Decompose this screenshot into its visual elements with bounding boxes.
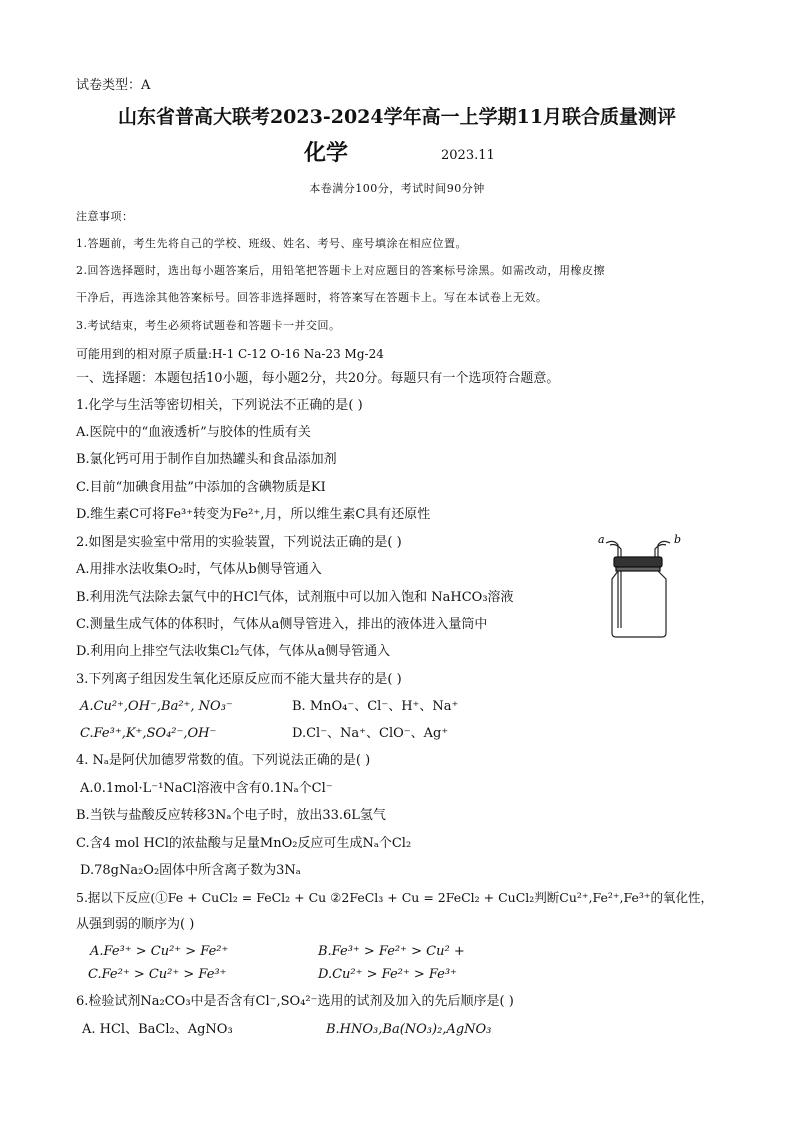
q3-stem: 3.下列离子组因发生氧化还原反应而不能大量共存的是( ) bbox=[76, 672, 402, 687]
atomic-masses: 可能用到的相对原子质量:H-1 C-12 O-16 Na-23 Mg-24 bbox=[76, 347, 384, 361]
exam-info: 本卷满分100分，考试时间90分钟 bbox=[309, 182, 485, 195]
label-b: b bbox=[674, 533, 682, 546]
q4-option-b: B.当铁与盐酸反应转移3Nₐ个电子时，放出33.6L氢气 bbox=[76, 808, 386, 823]
q5-option-a: A.Fe³⁺ > Cu²⁺ > Fe²⁺ bbox=[90, 944, 229, 959]
q5-stem-cont: 从强到弱的顺序为( ) bbox=[76, 917, 195, 932]
q4-option-d: D.78gNa₂O₂固体中所含离子数为3Nₐ bbox=[80, 863, 301, 878]
q1-stem: 1.化学与生活等密切相关，下列说法不正确的是( ) bbox=[76, 398, 363, 413]
q4-stem: 4. Nₐ是阿伏加德罗常数的值。下列说法正确的是( ) bbox=[76, 753, 371, 768]
q2-option-d: D.利用向上排空气法收集Cl₂气体，气体从a侧导管通入 bbox=[76, 644, 391, 659]
q5-option-c: C.Fe²⁺ > Cu²⁺ > Fe³⁺ bbox=[88, 967, 227, 982]
q1-option-d: D.维生素C可将Fe³⁺转变为Fe²⁺,月，所以维生素C具有还原性 bbox=[76, 507, 431, 522]
q1-option-b: B.氯化钙可用于制作自加热罐头和食品添加剂 bbox=[76, 452, 337, 467]
paper-type: 试卷类型：A bbox=[76, 78, 151, 93]
q6-option-b: B.HNO₃,Ba(NO₃)₂,AgNO₃ bbox=[326, 1022, 492, 1037]
note-3: 3.考试结束，考生必须将试题卷和答题卡一并交回。 bbox=[76, 319, 341, 332]
notes-heading: 注意事项： bbox=[76, 210, 134, 223]
subject-title: 化学 bbox=[304, 140, 349, 166]
q3-option-d: D.Cl⁻、Na⁺、ClO⁻、Ag⁺ bbox=[292, 726, 449, 741]
q6-option-a: A. HCl、BaCl₂、AgNO₃ bbox=[82, 1022, 233, 1037]
note-2-cont: 干净后，再选涂其他答案标号。回答非选择题时，将答案写在答题卡上。写在本试卷上无效。 bbox=[76, 291, 548, 304]
q2-option-b: B.利用洗气法除去氯气中的HCl气体，试剂瓶中可以加入饱和 NaHCO₃溶液 bbox=[76, 590, 514, 605]
q4-option-c: C.含4 mol HCl的浓盐酸与足量MnO₂反应可生成Nₐ个Cl₂ bbox=[76, 836, 412, 851]
note-1: 1.答题前，考生先将自己的学校、班级、姓名、考号、座号填涂在相应位置。 bbox=[76, 237, 467, 250]
q4-option-a: A.0.1mol·L⁻¹NaCl溶液中含有0.1Nₐ个Cl⁻ bbox=[80, 781, 333, 796]
q2-option-a: A.用排水法收集O₂时，气体从b侧导管通入 bbox=[76, 562, 322, 577]
label-a: a bbox=[598, 533, 605, 546]
q3-option-a: A.Cu²⁺,OH⁻,Ba²⁺, NO₃⁻ bbox=[80, 699, 233, 714]
q5-option-d: D.Cu²⁺ > Fe²⁺ > Fe³⁺ bbox=[318, 967, 457, 982]
note-2: 2.回答选择题时，选出每小题答案后，用铅笔把答题卡上对应题目的答案标号涂黑。如需改动，用橡皮擦 bbox=[76, 264, 605, 277]
q5-option-b: B.Fe³⁺ > Fe²⁺ > Cu² + bbox=[318, 944, 465, 959]
q1-option-c: C.目前“加碘食用盐”中添加的含碘物质是KI bbox=[76, 480, 326, 495]
q5-stem: 5.据以下反应(①Fe + CuCl₂ = FeCl₂ + Cu ②2FeCl₃ + Cu = 2FeCl₂ + CuCl₂判断Cu²⁺,Fe²⁺,Fe³⁺的氧化性， bbox=[76, 890, 713, 905]
q1-option-a: A.医院中的“血液透析”与胶体的性质有关 bbox=[76, 425, 311, 440]
q2-stem: 2.如图是实验室中常用的实验装置，下列说法正确的是( ) bbox=[76, 535, 402, 550]
gas-bottle-figure bbox=[596, 533, 686, 643]
exam-title: 山东省普高大联考2023-2024学年高一上学期11月联合质量测评 bbox=[117, 106, 677, 128]
section-heading: 一、选择题：本题包括10小题，每小题2分，共20分。每题只有一个选项符合题意。 bbox=[76, 371, 560, 386]
q3-option-c: C.Fe³⁺,K⁺,SO₄²⁻,OH⁻ bbox=[80, 726, 217, 741]
exam-date: 2023.11 bbox=[441, 148, 495, 163]
q3-option-b: B. MnO₄⁻、Cl⁻、H⁺、Na⁺ bbox=[292, 699, 459, 714]
q2-option-c: C.测量生成气体的体积时，气体从a侧导管进入，排出的液体进入量筒中 bbox=[76, 617, 488, 632]
q6-stem: 6.检验试剂Na₂CO₃中是否含有Cl⁻,SO₄²⁻选用的试剂及加入的先后顺序是( ) bbox=[76, 994, 514, 1009]
